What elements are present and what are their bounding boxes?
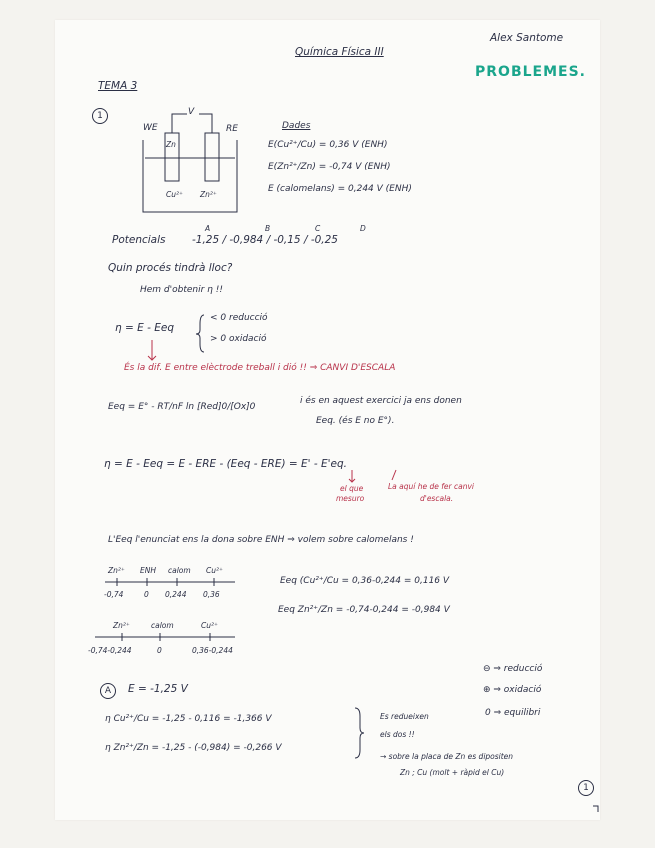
conclusion-line-3: → sobre la placa de Zn es dipositen [380,752,514,761]
scale1-label-zn: Zn²⁺ [108,566,125,575]
measured-note-2: mesuro [336,494,365,503]
scale1-value-enh: 0 [144,590,149,599]
eta-negative-case: < 0 reducció [210,313,268,323]
potential-letter-a: A [205,224,211,233]
question-eta: Hem d'obtenir η !! [140,285,223,295]
eta-zinc: η Zn²⁺/Zn = -1,25 - (-0,984) = -0,266 V [105,743,282,753]
legend-equilibrium: 0 ⇒ equilibri [485,708,541,718]
result-brace [355,708,364,758]
scale2-value-cu: 0,36-0,244 [192,646,233,655]
question-process: Quin procés tindrà lloc? [108,262,233,274]
eeq-copper: Eeq (Cu²⁺/Cu = 0,36-0,244 = 0,116 V [280,576,450,586]
eta-positive-case: > 0 oxidació [210,334,267,344]
legend-reduction: ⊖ ⇒ reducció [483,664,543,674]
scale2-value-calom: 0 [157,646,162,655]
scale2-label-calom: calom [151,621,174,630]
case-a-potential: E = -1,25 V [128,683,188,695]
eta-definition: η = E - Eeq [115,322,174,334]
case-brace [196,315,204,352]
legend-oxidation: ⊕ ⇒ oxidació [483,685,542,695]
scale1-label-cu: Cu²⁺ [206,566,223,575]
scale2-value-zn: -0,74-0,244 [88,646,132,655]
scale-note-1: La aquí he de fer canvi [388,482,474,491]
potential-letter-c: C [315,224,321,233]
conclusion-line-2: els dos !! [380,730,415,739]
ion1-label: Cu²⁺ [166,190,183,199]
scale1-value-calom: 0,244 [165,590,187,599]
scale2-label-zn: Zn²⁺ [113,621,130,630]
eta-expanded-equation: η = E - Eeq = E - ERE - (Eeq - ERE) = E' - E'eq. [104,458,348,470]
conclusion-line-4: Zn ; Cu (molt + ràpid el Cu) [400,768,505,777]
course-title: Química Física III [295,46,384,58]
problems-heading: PROBLEMES. [475,64,586,80]
scale-change-note: És la dif. E entre elèctrode treball i dió !! ⇒ CANVI D'ESCALA [124,363,396,373]
data-title: Dades [282,121,311,131]
case-a-label: A [100,683,116,699]
beaker-outline [143,140,237,212]
scale1-value-cu: 0,36 [203,590,220,599]
measured-arrow [349,470,355,482]
potentials-label: Potencials [112,234,166,246]
nernst-note-2: Eeq. (és E no E°). [316,416,395,426]
reference-electrode [205,133,219,181]
potentials-values: -1,25 / -0,984 / -0,15 / -0,25 [192,234,338,246]
electrode-label: Zn [166,140,176,149]
nernst-equation: Eeq = E° - RT/nF ln [Red]0/[Ox]0 [108,402,256,412]
data-line-3: E (calomelans) = 0,244 V (ENH) [268,184,412,194]
eta-arrow [148,340,156,360]
data-line-1: E(Cu²⁺/Cu) = 0,36 V (ENH) [268,140,388,150]
re-label: RE [226,124,238,134]
eeq-zinc: Eeq Zn²⁺/Zn = -0,74-0,244 = -0,984 V [278,605,450,615]
ion2-label: Zn²⁺ [200,190,217,199]
corner-mark [593,806,598,812]
author-name: Alex Santome [490,32,564,44]
measured-note-1: el que [340,484,364,493]
voltmeter-label: V [188,107,195,117]
nernst-note-1: i és en aquest exercici ja ens donen [300,396,462,406]
potential-letter-d: D [360,224,366,233]
scale1-value-zn: -0,74 [104,590,124,599]
topic-title: TEMA 3 [98,80,138,92]
statement-line: L'Eeq l'enunciat ens la dona sobre ENH ⇒ volem sobre calomelans ! [108,535,414,545]
scale-arrow [392,470,396,480]
conclusion-line-1: Es redueixen [380,712,429,721]
scale2-label-cu: Cu²⁺ [201,621,218,630]
we-label: WE [143,123,158,133]
scale1-label-calom: calom [168,566,191,575]
problem-number: 1 [92,108,108,124]
data-line-2: E(Zn²⁺/Zn) = -0,74 V (ENH) [268,162,391,172]
eta-copper: η Cu²⁺/Cu = -1,25 - 0,116 = -1,366 V [105,714,272,724]
potential-letter-b: B [265,224,271,233]
scale-note-2: d'escala. [420,494,454,503]
page-number: 1 [578,780,594,796]
scale1-label-enh: ENH [140,566,156,575]
